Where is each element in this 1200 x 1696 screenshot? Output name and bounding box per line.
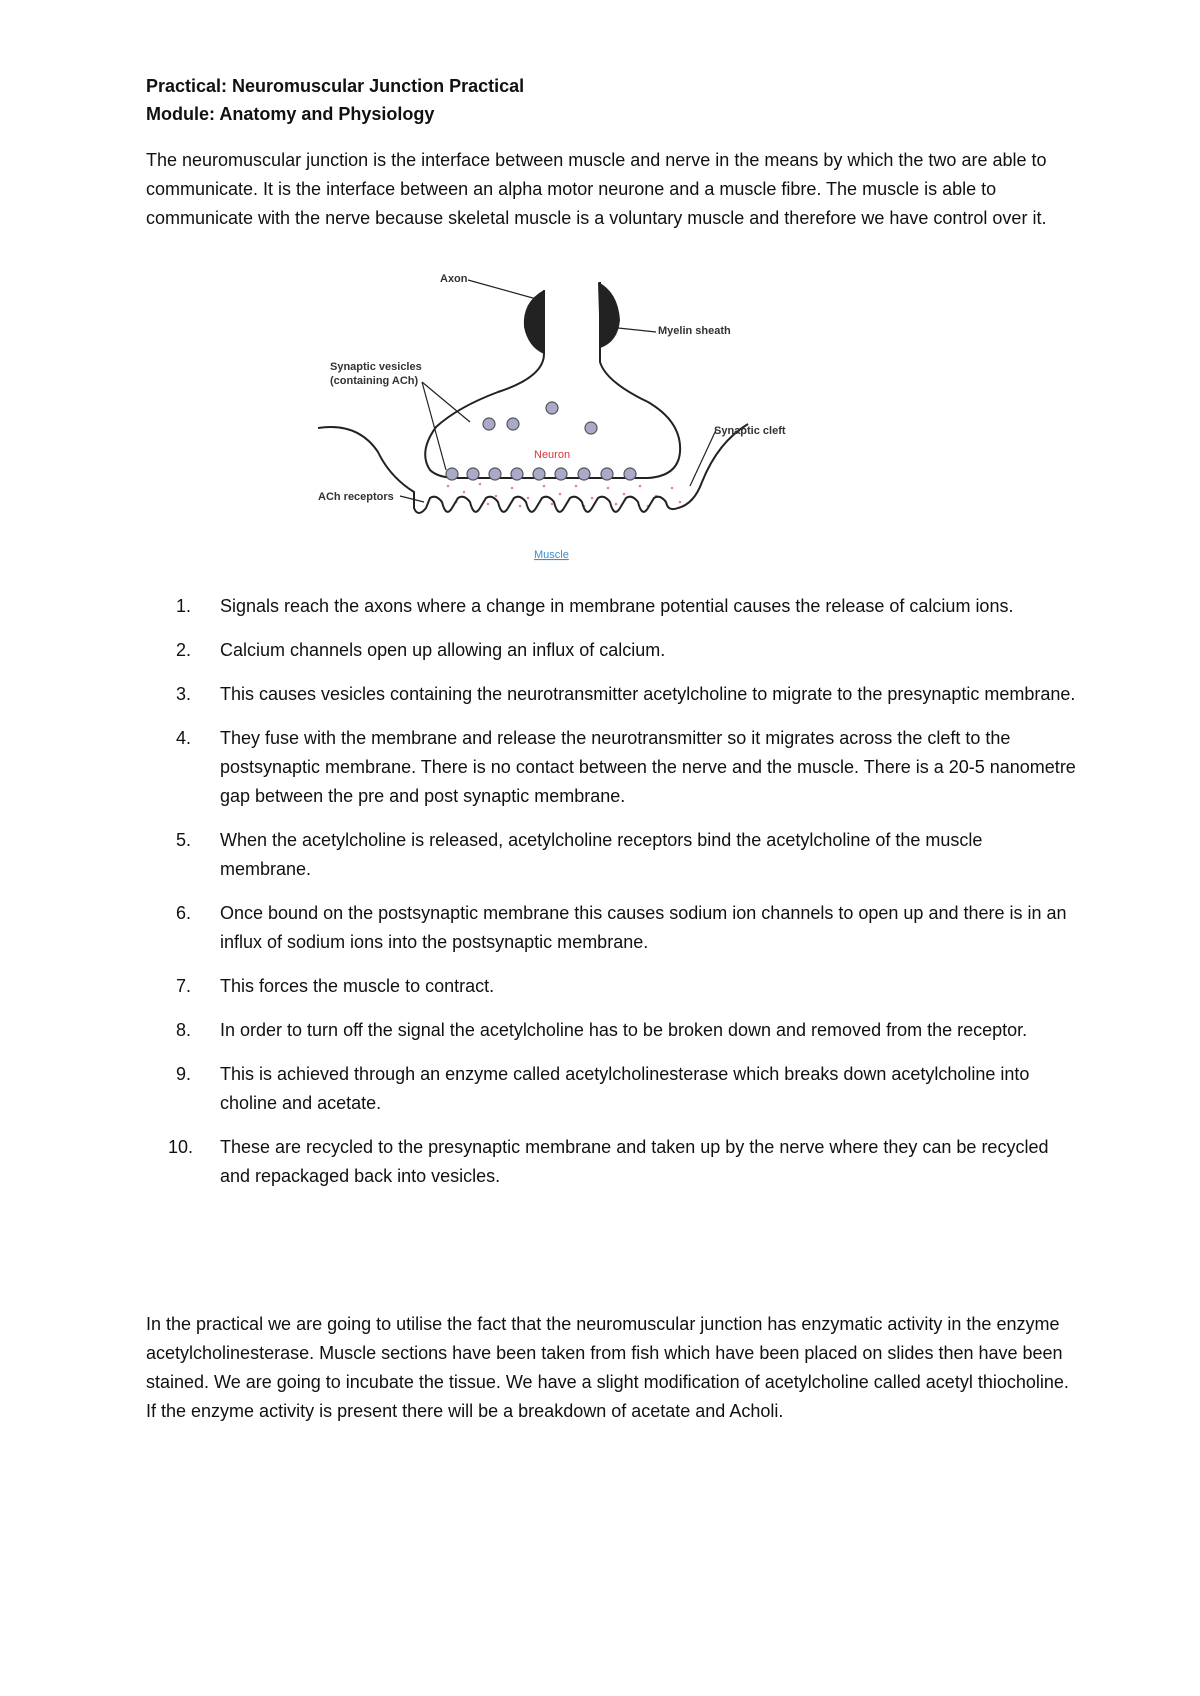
list-item (146, 1060, 1076, 1118)
step-number: 6. (176, 903, 192, 923)
step-number: 7. (176, 976, 192, 996)
document-header (146, 72, 524, 128)
neuron-label: Neuron (534, 449, 571, 461)
myelin-label: Myelin sheath (658, 325, 731, 337)
vesicles-label-line1: Synaptic vesicles (330, 361, 422, 373)
step-text: This causes vesicles containing the neurotransmitter acetylcholine to migrate to the presynaptic membrane. (220, 684, 1076, 704)
step-text: Signals reach the axons where a change in membrane potential causes the release of calcium ions. (220, 596, 1014, 616)
intro-paragraph: The neuromuscular junction is the interface between muscle and nerve in the means by which the two are able to communicate. It is the interface between an alpha motor neurone and a muscle fibre. The muscle is able to communicate with the nerve because skeletal muscle is a voluntary muscle and therefore we have control over it. (146, 150, 1047, 228)
step-number: 1. (176, 596, 192, 616)
list-item (146, 724, 1076, 811)
vesicles-label-line2: (containing ACh) (330, 375, 419, 387)
step-number: 10. (168, 1137, 194, 1157)
step-number: 9. (176, 1064, 192, 1084)
step-text: They fuse with the membrane and release the neurotransmitter so it migrates across the cleft to the postsynaptic membrane. There is no contact between the nerve and the muscle. There is a 20-5 nanometre gap between the pre and post synaptic membrane. (220, 728, 1076, 806)
receptors-leader (400, 496, 424, 502)
step-text: These are recycled to the presynaptic membrane and taken up by the nerve where they can be recycled and repackaged back into vesicles. (220, 1137, 1049, 1186)
myelin-leader (618, 328, 656, 332)
receptors-label: ACh receptors (318, 491, 394, 503)
list-item (146, 592, 1076, 621)
myelin-sheath-right (598, 282, 620, 348)
synaptic-vesicles (446, 402, 636, 480)
neuromuscular-junction-diagram (318, 272, 838, 572)
step-text: Once bound on the postsynaptic membrane this causes sodium ion channels to open up and there is in an influx of sodium ions into the postsynaptic membrane. (220, 903, 1067, 952)
list-item (146, 972, 1076, 1001)
closing-paragraph: In the practical we are going to utilise the fact that the neuromuscular junction has enzymatic activity in the enzyme acetylcholinesterase. Muscle sections have been taken from fish which have been placed on slides then have been stained. We are going to incubate the tissue. We have a slight modification of acetylcholine called acetyl thiocholine. If the enzyme activity is present there will be a breakdown of acetate and Acholi. (146, 1314, 1069, 1421)
axon-leader (468, 280, 540, 300)
step-text: Calcium channels open up allowing an influx of calcium. (220, 640, 666, 660)
muscle-label: Muscle (534, 549, 569, 561)
step-text: When the acetylcholine is released, acetylcholine receptors bind the acetylcholine of the muscle membrane. (220, 830, 983, 879)
vesicles-leader-1 (422, 382, 470, 422)
step-text: This is achieved through an enzyme called acetylcholinesterase which breaks down acetylcholine into choline and acetate. (220, 1064, 1030, 1113)
module-title: Module: Anatomy and Physiology (146, 104, 435, 124)
step-number: 2. (176, 640, 192, 660)
step-number: 3. (176, 684, 192, 704)
myelin-sheath-left (524, 290, 544, 354)
step-text: In order to turn off the signal the acetylcholine has to be broken down and removed from the receptor. (220, 1020, 1028, 1040)
list-item (146, 1016, 1076, 1045)
step-number: 8. (176, 1020, 192, 1040)
practical-title: Practical: Neuromuscular Junction Practical (146, 76, 525, 96)
list-item (146, 680, 1076, 709)
list-item (146, 636, 1076, 665)
step-text: This forces the muscle to contract. (220, 976, 495, 996)
list-item (146, 1133, 1076, 1191)
step-number: 4. (176, 728, 192, 748)
cleft-label: Synaptic cleft (714, 425, 786, 437)
process-steps-list (146, 592, 1076, 1206)
list-item (146, 826, 1076, 884)
axon-label: Axon (440, 273, 468, 285)
step-number: 5. (176, 830, 192, 850)
list-item (146, 899, 1076, 957)
